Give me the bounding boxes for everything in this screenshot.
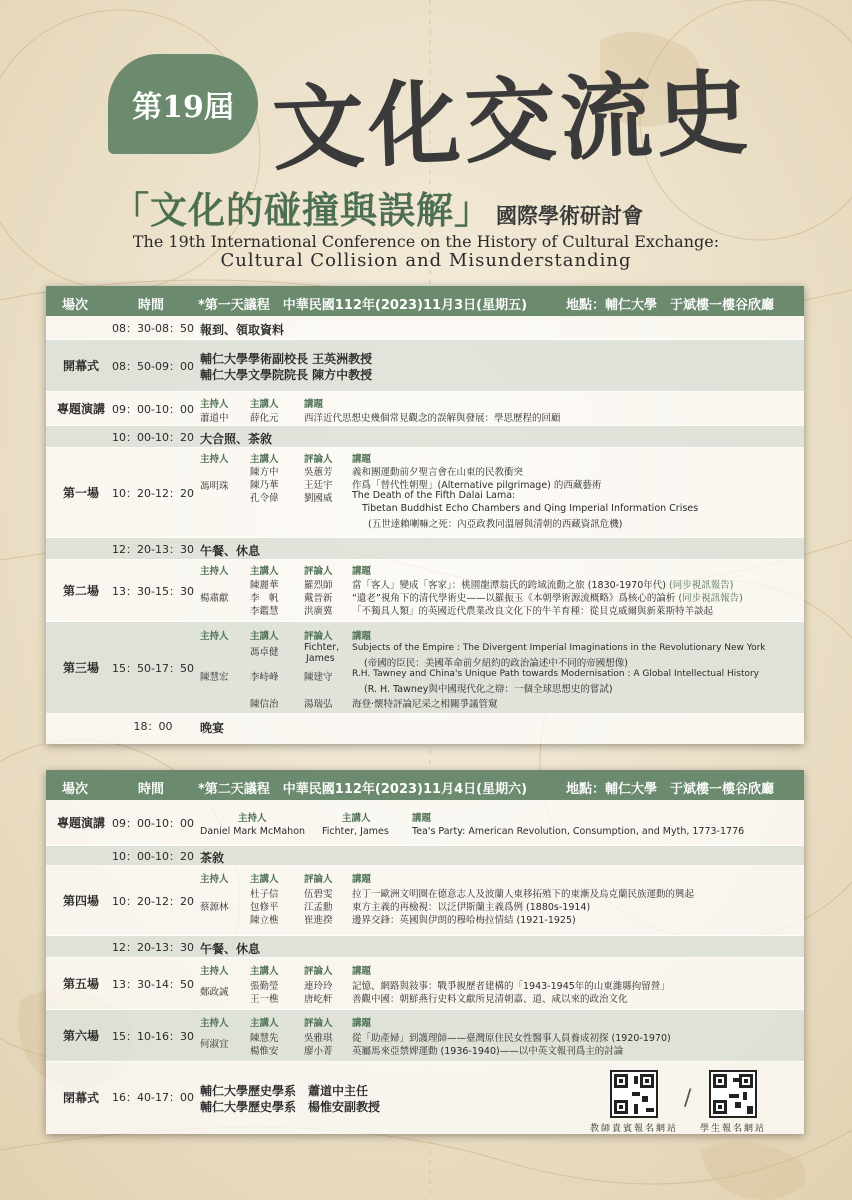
speaker-name: 王一樵: [250, 994, 279, 1005]
table-row: [46, 866, 804, 936]
row-session: 專題演講: [56, 816, 105, 830]
topic-text: 東方主義的再檢視：以泛伊斯蘭主義爲例 (1880s-1914): [352, 902, 591, 913]
row-session: 第四場: [62, 894, 99, 908]
table-row: [46, 538, 804, 560]
chair-name: 蔡源林: [200, 902, 229, 913]
chair-name: 何淑宜: [200, 1039, 229, 1050]
row-time: 13：30-15：30: [112, 584, 194, 598]
discussant-name: 廖小菁: [304, 1046, 333, 1057]
faculty-registration-qr[interactable]: [590, 1070, 678, 1134]
speaker-name: 包修平: [250, 902, 279, 913]
speaker-name: 孔令偉: [250, 493, 279, 504]
speaker-name: 陳慧先: [250, 1033, 279, 1044]
day1-table-header: [46, 286, 804, 316]
label-topic: 講題: [304, 399, 324, 410]
day1-schedule-table: [46, 286, 804, 744]
speaker-name: 薛化元: [250, 413, 279, 424]
discussant-name: 吳蕙芳: [304, 467, 333, 478]
speaker-name: 陳立樵: [250, 915, 279, 926]
label-chair: 主持人: [200, 566, 229, 577]
day2-agenda-title: *第二天議程 中華民國112年(2023)11月4日(星期六): [198, 782, 528, 797]
label-speaker: 主講人: [250, 399, 279, 410]
chair-name: 馮明珠: [200, 481, 229, 492]
faculty-registration-label: 教師貴賓報名網站: [590, 1124, 679, 1134]
row-time: 12：20-13：30: [112, 542, 194, 556]
discussant-name: 伍碧雯: [304, 889, 333, 900]
opening-speaker-1: 輔仁大學學術副校長 王英洲教授: [200, 352, 373, 366]
row-activity: 大合照、茶敘: [200, 432, 273, 446]
table-row: [46, 846, 804, 866]
table-row: [46, 714, 804, 738]
closing-speaker-1: 輔仁大學歷史學系 蕭道中主任: [200, 1084, 369, 1098]
topic-text: 記憶、網路與敍事：戰爭親歷者建構的「1943-1945年的山東濰縣拘留營」: [352, 981, 670, 992]
topic-text: 西洋近代思想史幾個常見觀念的誤解與發展：學思歷程的回顧: [304, 413, 561, 424]
label-discussant: 評論人: [304, 631, 333, 642]
label-topic: 講題: [352, 874, 372, 885]
table-row: [46, 426, 804, 448]
row-time: 18：00: [133, 720, 173, 733]
row-time: 09：00-10：00: [112, 816, 194, 830]
row-session: 開幕式: [62, 359, 99, 373]
topic-text: 拉丁一歐洲文明圈在德意志人及波蘭人東移拓殖下的東漸及烏克蘭民族運動的興起: [352, 889, 695, 900]
day2-schedule-table: [46, 770, 804, 1134]
discussant-name: 連玲玲: [304, 981, 333, 992]
row-session: 第六場: [62, 1029, 99, 1043]
qr-code-icon[interactable]: [610, 1070, 658, 1118]
row-session: 第一場: [62, 486, 99, 500]
row-session: 專題演講: [56, 402, 105, 416]
qr-code-icon[interactable]: [709, 1070, 757, 1118]
row-session: 第三場: [62, 661, 99, 675]
column-time: 時間: [138, 782, 165, 797]
chair-name: 鄭政誠: [200, 987, 229, 998]
label-speaker: 主講人: [250, 454, 279, 465]
table-row: [46, 448, 804, 538]
label-chair: 主持人: [200, 874, 229, 885]
row-time: 08：50-09：00: [112, 359, 194, 373]
label-speaker: 主講人: [250, 966, 279, 977]
opening-speaker-2: 輔仁大學文學院院長 陳方中教授: [200, 368, 373, 382]
discussant-name: 湯瑞弘: [304, 699, 333, 710]
speaker-name: 李鑑慧: [250, 606, 279, 617]
discussant-name: 江孟勳: [304, 902, 333, 913]
row-session: 閉幕式: [62, 1090, 99, 1105]
label-chair: 主持人: [200, 1018, 229, 1029]
edition-label: 第19屆: [132, 90, 234, 125]
discussant-name: 唐屹軒: [304, 994, 333, 1005]
header: [0, 0, 852, 282]
row-activity: 晚宴: [200, 721, 225, 735]
discussant-name: 劉國威: [304, 493, 333, 504]
row-time: 13：30-14：50: [112, 977, 194, 991]
chair-name: 蕭道中: [200, 413, 229, 424]
row-time: 15：50-17：50: [112, 661, 194, 675]
topic-text: (R. H. Tawney與中國現代化之辯：一個全球思想史的嘗試): [364, 684, 613, 695]
subtitle-suffix: 國際學術研討會: [496, 204, 643, 228]
qr-separator: /: [684, 1086, 692, 1111]
closing-speaker-2: 輔仁大學歷史學系 楊惟安副教授: [200, 1100, 381, 1114]
column-session: 場次: [62, 782, 89, 797]
table-row: [46, 936, 804, 958]
topic-text: The Death of the Fifth Dalai Lama:: [352, 490, 516, 501]
label-topic: 講題: [412, 813, 432, 824]
topic-text: 當「客人」變成「客家」：桃園龍潭翁氏的跨域流動之旅 (1830-1970年代) (同步視訊報告): [352, 580, 734, 591]
label-topic: 講題: [352, 1018, 372, 1029]
column-session: 場次: [62, 298, 89, 313]
row-time: 08：30-08：50: [112, 321, 194, 335]
row-session: 第五場: [62, 977, 99, 991]
label-chair: 主持人: [200, 399, 229, 410]
topic-text: 英屬馬來亞禁婢運動 (1936-1940)——以中英文報刊爲主的討論: [352, 1046, 624, 1057]
topic-text: Tea's Party: American Revolution, Consumption, and Myth, 1773-1776: [412, 826, 745, 837]
row-time: 16：40-17：00: [112, 1091, 194, 1104]
speaker-name: 杜子信: [250, 889, 279, 900]
label-speaker: 主講人: [342, 813, 371, 824]
subtitle-chinese: [112, 180, 643, 234]
row-activity: 午餐、休息: [200, 942, 261, 956]
row-time: 15：10-16：30: [112, 1029, 194, 1043]
label-chair: 主持人: [200, 966, 229, 977]
table-row: [46, 800, 804, 846]
discussant-name: Fichter,: [304, 642, 340, 653]
discussant-name: 王廷宇: [304, 480, 333, 491]
subtitle-english-line1: The 19th International Conference on the History of Cultural Exchange:: [132, 232, 720, 251]
row-activity: 茶敘: [200, 851, 225, 865]
table-row: [46, 1010, 804, 1062]
student-registration-label: 學生報名網站: [700, 1124, 767, 1134]
sync-report-tag: (同步視訊報告): [669, 580, 734, 591]
table-row: [46, 560, 804, 622]
label-speaker: 主講人: [250, 874, 279, 885]
sync-report-tag: (同步視訊報告): [678, 593, 743, 604]
discussant-name: 洪廣冀: [304, 606, 333, 617]
speaker-name: 陳方中: [250, 467, 279, 478]
calligraphy-title: 文化交流史: [270, 58, 754, 184]
label-speaker: 主講人: [250, 1018, 279, 1029]
label-topic: 講題: [352, 631, 372, 642]
discussant-name: 崔進揆: [304, 915, 333, 926]
topic-text: “遺老”視角下的清代學術史——以羅振玉《本朝學術源流概略》爲核心的論析 (同步視訊報告): [352, 593, 743, 604]
speaker-name: 馮卓健: [250, 647, 279, 658]
label-chair: 主持人: [200, 454, 229, 465]
speaker-name: 楊惟安: [250, 1046, 279, 1057]
discussant-name: 吳雅琪: [304, 1033, 333, 1044]
label-discussant: 評論人: [304, 566, 333, 577]
row-session: 第二場: [62, 584, 99, 598]
topic-text: Subjects of the Empire : The Divergent Imperial Imaginations in the Revolutionary New York: [352, 643, 766, 653]
chair-name: Daniel Mark McMahon: [200, 826, 306, 837]
chair-name: 楊肅獻: [200, 593, 229, 604]
row-time: 10：00-10：20: [112, 849, 194, 863]
row-time: 10：20-12：20: [112, 894, 194, 908]
label-discussant: 評論人: [304, 1018, 333, 1029]
topic-text: 作爲「替代性朝聖」(Alternative pilgrimage) 的西藏藝術: [352, 480, 602, 491]
label-discussant: 評論人: [304, 966, 333, 977]
speaker-name: 李 帆: [250, 593, 279, 604]
subtitle-main: 「文化的碰撞與誤解」: [112, 189, 492, 232]
speaker-name: 李峙峰: [250, 672, 279, 683]
speaker-name: 陳麗華: [250, 580, 279, 591]
day2-table-header: [46, 770, 804, 800]
speaker-name: Fichter, James: [322, 826, 389, 837]
table-row: [46, 340, 804, 392]
row-activity: 午餐、休息: [200, 544, 261, 558]
label-speaker: 主講人: [250, 566, 279, 577]
topic-text: (帝國的臣民：美國革命前夕紐約的政治論述中不同的帝國想像): [364, 658, 628, 669]
speaker-name: 陳信治: [250, 699, 279, 710]
row-time: 10：00-10：20: [112, 430, 194, 444]
topic-text: (五世達賴喇嘛之死：內亞政教同溫層與清朝的西藏資訊危機): [368, 519, 623, 530]
discussant-name: 戴晉新: [304, 593, 333, 604]
speaker-name: 張勤瑩: [250, 981, 279, 992]
discussant-name: 陳建守: [304, 672, 333, 683]
label-chair: 主持人: [200, 631, 229, 642]
day2-venue: 地點：輔仁大學 于斌樓一樓谷欣廳: [566, 782, 775, 797]
topic-text: 義和團運動前夕聖言會在山東的民教衝突: [352, 467, 524, 478]
chair-name: 陳慧宏: [200, 672, 229, 683]
row-time: 12：20-13：30: [112, 940, 194, 954]
speaker-name: 陳乃華: [250, 480, 279, 491]
topic-text: 邊界交鋒：英國與伊朗的穆哈梅拉情結 (1921-1925): [352, 915, 576, 926]
topic-text: Tibetan Buddhist Echo Chambers and Qing Imperial Information Crises: [362, 503, 699, 514]
table-row: [46, 316, 804, 340]
student-registration-qr[interactable]: [700, 1070, 766, 1134]
label-topic: 講題: [352, 966, 372, 977]
row-time: 09：00-10：00: [112, 402, 194, 416]
discussant-name: James: [306, 653, 335, 664]
row-activity: 報到、領取資料: [200, 323, 285, 337]
label-topic: 講題: [352, 566, 372, 577]
label-chair: 主持人: [238, 813, 267, 824]
edition-badge: [108, 54, 258, 154]
day1-agenda-title: *第一天議程 中華民國112年(2023)11月3日(星期五): [198, 298, 528, 313]
topic-text: R.H. Tawney and China's Unique Path towards Modernisation : A Global Intellectual History: [352, 669, 760, 679]
label-speaker: 主講人: [250, 631, 279, 642]
table-row: [46, 622, 804, 714]
topic-text: 「不獨具人類」的英國近代農業改良文化下的牛羊育種：從貝克威爾與新萊斯特羊談起: [352, 606, 714, 617]
topic-text: 從「助產婦」到護理師——臺灣原住民女性醫事人員養成初探 (1920-1970): [352, 1033, 671, 1044]
label-topic: 講題: [352, 454, 372, 465]
subtitle-english-line2: Cultural Collision and Misunderstanding: [220, 250, 632, 271]
table-row: [46, 392, 804, 426]
day1-venue: 地點：輔仁大學 于斌樓一樓谷欣廳: [566, 298, 775, 313]
column-time: 時間: [138, 298, 165, 313]
topic-text: 海登·懷特評論尼采之相關爭議管窺: [352, 699, 498, 710]
row-time: 10：20-12：20: [112, 486, 194, 500]
label-discussant: 評論人: [304, 454, 333, 465]
label-discussant: 評論人: [304, 874, 333, 885]
table-row: [46, 958, 804, 1010]
topic-text: 善觀中國：朝鮮燕行史料文獻所見清朝嘉、道、咸以來的政治文化: [352, 994, 628, 1005]
discussant-name: 羅烈師: [304, 580, 333, 591]
